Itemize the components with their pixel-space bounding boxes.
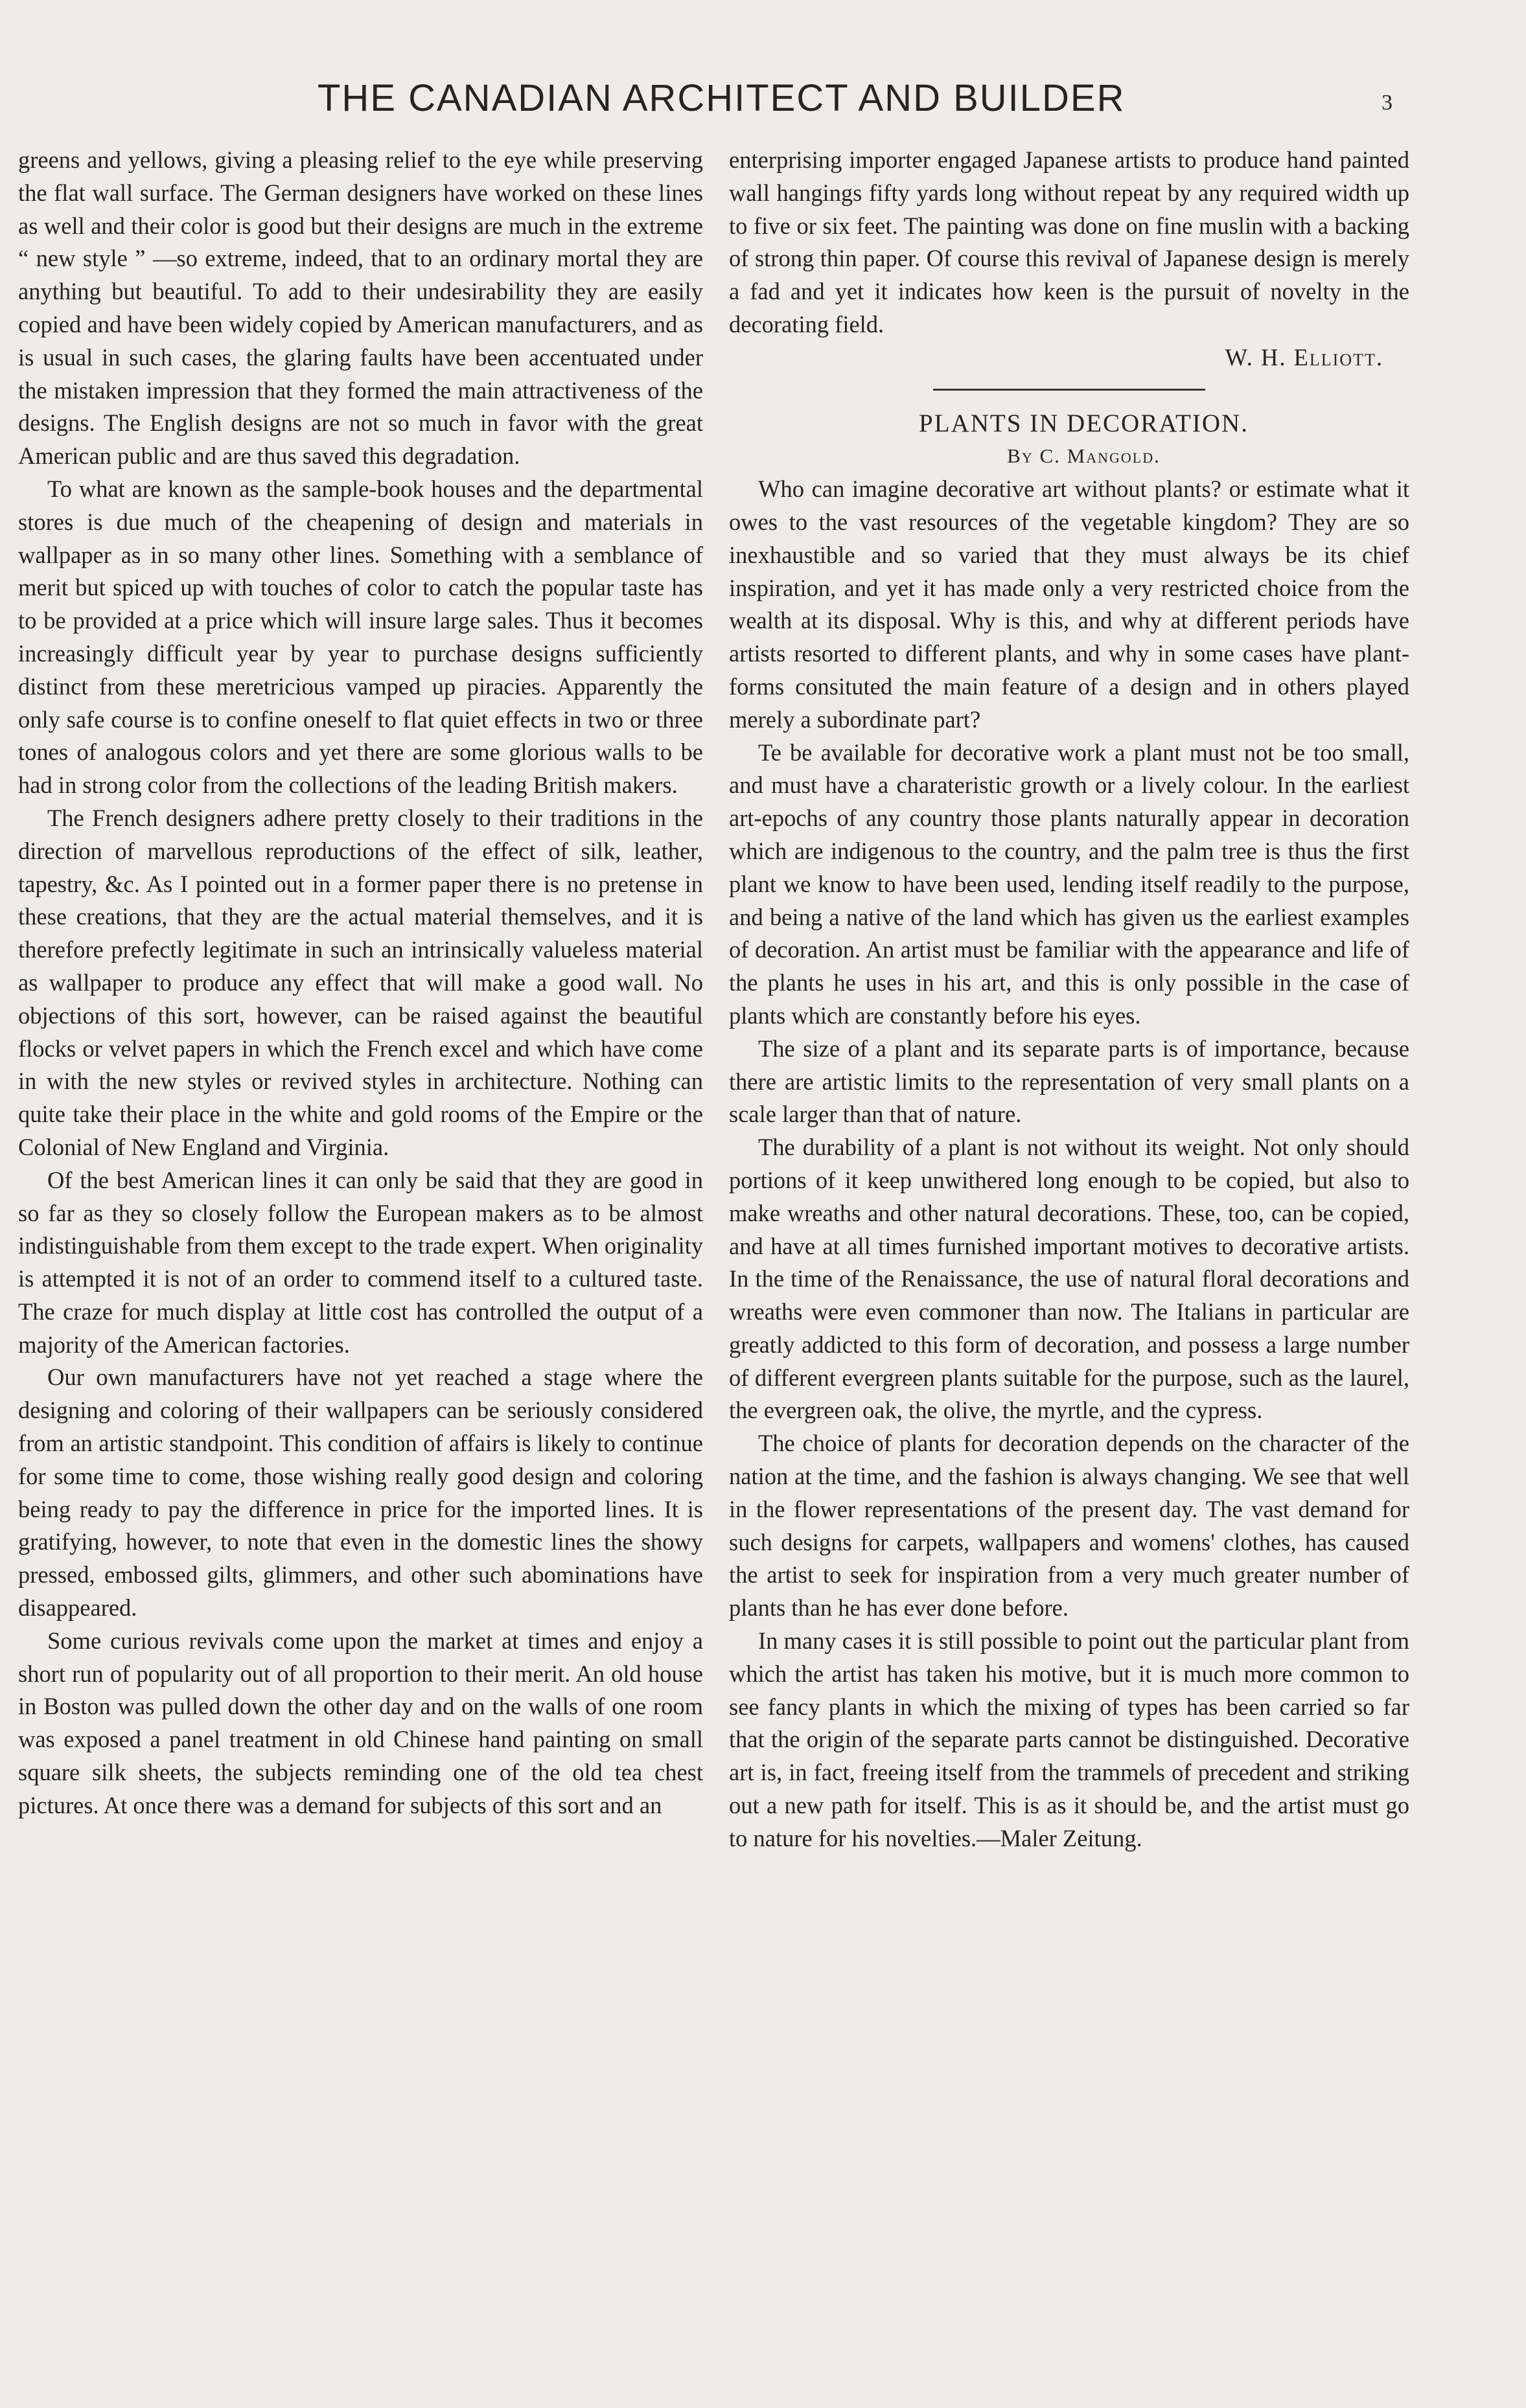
paragraph: Of the best American lines it can only be said that they are good in so far as they so closely follow the European makers as to be almost indistinguishable from them except to the trade expert. When originality is attempted it is not of an order to commend itself to a cultured taste. The craze for much display at little cost has controlled the output of a majority of the American factories. — [18, 1166, 703, 1358]
running-title: THE CANADIAN ARCHITECT AND BUILDER — [318, 77, 1126, 119]
page-number: 3 — [1381, 91, 1393, 115]
article-title: PLANTS IN DECORATION. — [919, 409, 1249, 437]
paragraph: To what are known as the sample-book houses and the departmental stores is due much of the cheapening of design and materials in wallpaper as in so many other lines. Something with a semblance of merit but spiced up with touches of color to catch the popular taste has to be provided at a price which will insure large sales. Thus it becomes increasingly difficult year by year to purchase designs sufficiently distinct from these meretricious vamped up piracies. Apparently the only safe course is to confine oneself to flat quiet effects in two or three tones of analogous colors and yet there are some glorious walls to be had in strong color from the collections of the leading British makers. — [18, 475, 703, 799]
paragraph: The choice of plants for decoration depends on the character of the nation at the time, and the fashion is always changing. We see that well in the flower representations of the present day. The vast demand for such designs for carpets, wallpapers and womens' clothes, has caused the artist to seek for inspiration from a very much greater number of plants than he has ever done before. — [729, 1430, 1409, 1622]
paragraph: The durability of a plant is not without its weight. Not only should portions of it keep unwithered long enough to be copied, but also to make wreaths and other natural decorations. These, too, can be copied, and have at all times furnished important motives to decorative artists. In the time of the Renaissance, the use of natural floral decorations and wreaths were even commoner than now. The Italians in particular are greatly addicted to this form of decoration, and possess a large number of different evergreen plants suitable for the purpose, such as the laurel, the evergreen oak, the olive, the myrtle, and the cypress. — [729, 1134, 1409, 1424]
paragraph: The French designers adhere pretty closely to their traditions in the direction of marvellous reproductions of the effect of silk, leather, tapestry, &c. As I pointed out in a former paper there is no pretense in these creations, that they are the actual material themselves, and it is therefore prefectly legitimate in such an intrinsically valueless material as wallpaper to produce any effect that will make a good wall. No objections of this sort, however, can be raised against the beautiful flocks or velvet papers in which the French excel and which have come in with the new styles or revived styles in architecture. Nothing can quite take their place in the white and gold rooms of the Empire or the Colonial of New England and Virginia. — [18, 804, 703, 1160]
paragraph: Our own manufacturers have not yet reached a stage where the designing and coloring of their wallpapers can be seriously considered from an artistic standpoint. This condition of affairs is likely to continue for some time to come, those wishing really good design and coloring being ready to pay the difference in price for the imported lines. It is gratifying, however, to note that even in the domestic lines the showy pressed, embossed gilts, glimmers, and other such abominations have disappeared. — [18, 1364, 703, 1622]
paragraph: In many cases it is still possible to point out the particular plant from which the artist has taken his motive, but it is much more common to see fancy plants in which the mixing of types has been carried so far that the origin of the separate parts cannot be distinguished. Decorative art is, in fact, freeing itself from the trammels of precedent and striking out a new path for itself. This is as it should be, and the artist must go to nature for his novelties.—Maler Zeitung. — [729, 1627, 1409, 1852]
paragraph: greens and yellows, giving a pleasing relief to the eye while preserving the flat wall surface. The German designers have worked on these lines as well and their color is good but their designs are much in the extreme “ new style ” —so extreme, indeed, that to an ordinary mortal they are anything but beautiful. To add to their undesirability they are easily copied and have been widely copied by American manufacturers, and as is usual in such cases, the glaring faults have been accentuated under the mistaken impression that they formed the main attractiveness of the designs. The English designs are not so much in favor with the great American public and are thus saved this degradation. — [18, 146, 703, 470]
paragraph: Who can imagine decorative art without plants? or estimate what it owes to the vast resources of the vegetable kingdom? They are so inexhaustible and so varied that they must always be its chief inspiration, and yet it has made only a very restricted choice from the wealth at its disposal. Why is this, and why at different periods have artists resorted to different plants, and why in some cases have plant-forms consituted the main feature of a design and in others played merely a subordinate part? — [729, 476, 1409, 733]
author-signature: W. H. Elliott. — [1225, 343, 1383, 371]
article-byline: By C. Mangold. — [1007, 444, 1161, 468]
section-divider — [933, 389, 1205, 391]
page-header — [0, 76, 1526, 128]
left-column — [18, 144, 703, 1822]
paragraph: Te be available for decorative work a plant must not be too small, and must have a charateristic growth or a lively colour. In the earliest art-epochs of any country those plants naturally appear in decoration which are indigenous to the country, and the palm tree is thus the first plant we know to have been used, lending itself readily to the purpose, and being a native of the land which has given us the earliest examples of decoration. An artist must be familiar with the appearance and life of the plants he uses in his art, and this is only possible in the case of plants which are constantly before his eyes. — [729, 739, 1409, 1029]
right-column — [729, 144, 1409, 1855]
paragraph: Some curious revivals come upon the market at times and enjoy a short run of popularity out of all proportion to their merit. An old house in Boston was pulled down the other day and on the walls of one room was exposed a panel treatment in old Chinese hand painting on small square silk sheets, the subjects reminding one of the old tea chest pictures. At once there was a demand for subjects of this sort and an — [18, 1627, 703, 1818]
continued-paragraph: enterprising importer engaged Japanese artists to produce hand painted wall hangings fifty yards long without repeat by any required width up to five or six feet. The painting was done on fine muslin with a backing of strong thin paper. Of course this revival of Japanese design is merely a fad and yet it indicates how keen is the pursuit of novelty in the decorating field. — [729, 146, 1409, 338]
paragraph: The size of a plant and its separate parts is of importance, because there are artistic limits to the representation of very small plants on a scale larger than that of nature. — [729, 1035, 1409, 1128]
